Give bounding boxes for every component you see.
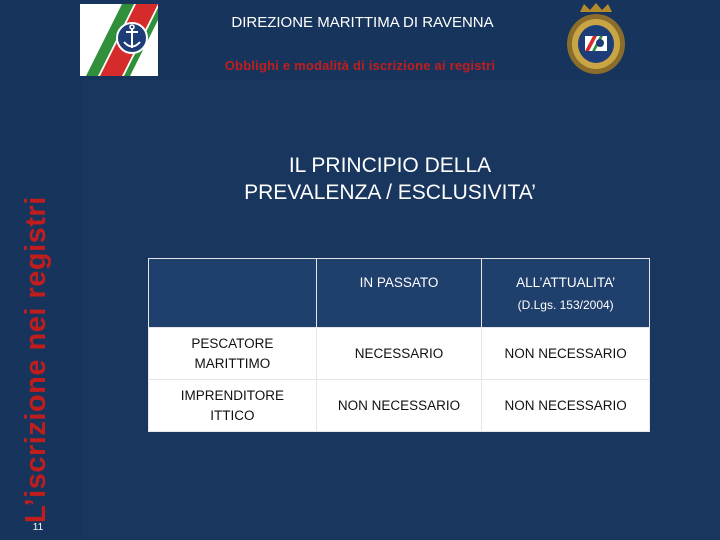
table-cell: NON NECESSARIO (316, 380, 482, 432)
table-row (149, 328, 650, 380)
column-header-label: ALL’ATTUALITA’ (516, 274, 616, 290)
table-cell: NON NECESSARIO (482, 380, 650, 432)
header-subtitle: Obblighi e modalità di iscrizione ai registri (224, 58, 496, 73)
column-header-past (316, 259, 482, 328)
row-label-cell (149, 380, 317, 432)
table-cell: NECESSARIO (316, 328, 482, 380)
page-number: 11 (32, 522, 44, 533)
row-label-line: ITTICO (210, 407, 255, 423)
navy-crest-icon (564, 2, 628, 76)
column-header-current (482, 259, 650, 328)
vertical-section-title: L’iscrizione nei registri (20, 196, 52, 523)
table-row (149, 380, 650, 432)
table-cell: NON NECESSARIO (482, 328, 650, 380)
table-corner-cell (149, 259, 317, 328)
slide-title-line-2: PREVALENZA / ESCLUSIVITA’ (244, 181, 536, 204)
header-title: DIREZIONE MARITTIMA DI RAVENNA (231, 14, 494, 31)
slide-title (190, 152, 590, 206)
column-header-sublabel: (D.Lgs. 153/2004) (517, 297, 614, 312)
table-header-row (149, 259, 650, 328)
slide-title-line-1: IL PRINCIPIO DELLA (288, 154, 492, 177)
row-label-line: MARITTIMO (194, 355, 271, 371)
column-header-label: IN PASSATO (359, 275, 439, 290)
row-label-cell (149, 328, 317, 380)
row-label-line: IMPRENDITORE (180, 387, 285, 403)
comparison-table (148, 258, 650, 432)
coast-guard-anchor-emblem-icon (80, 4, 158, 76)
row-label-line: PESCATORE (191, 335, 274, 351)
